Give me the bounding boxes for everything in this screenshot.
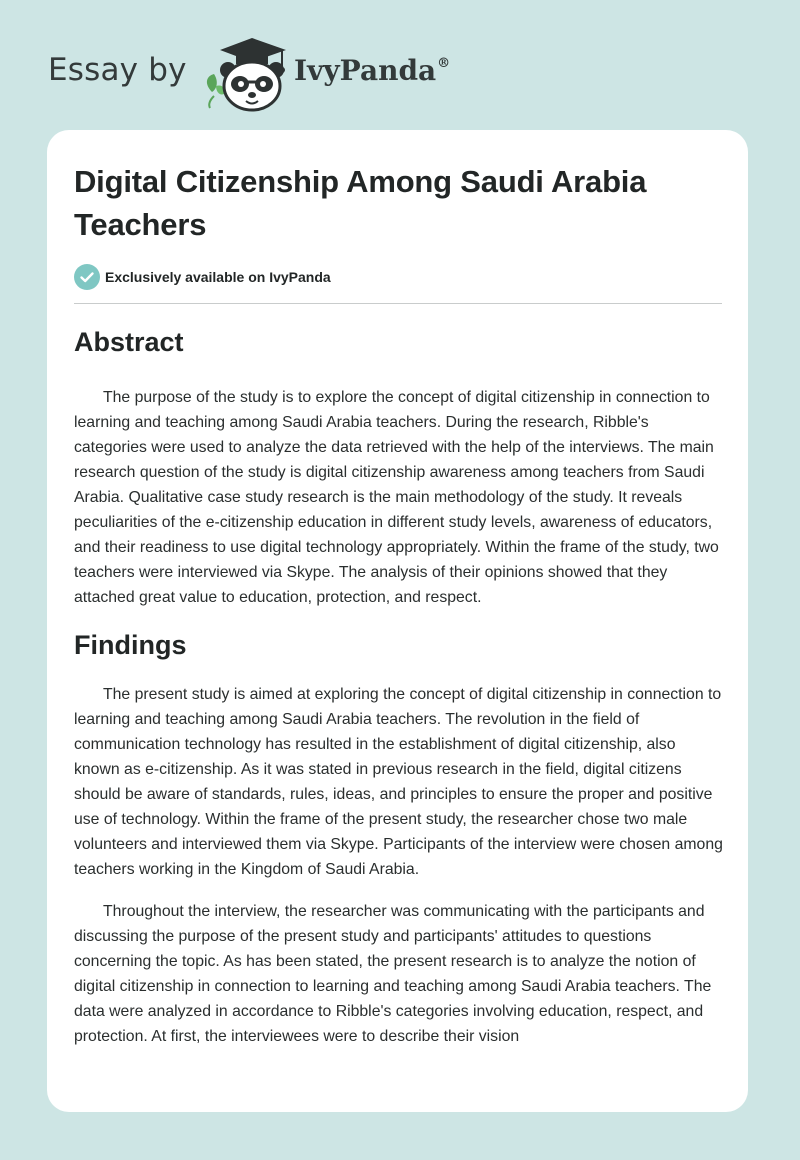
brand-name [294,54,450,87]
brand-prefix: Essay by [48,52,187,88]
check-circle-icon [74,264,100,290]
exclusive-badge [74,264,331,290]
brand-header [46,34,466,114]
exclusive-badge-text: Exclusively available on IvyPanda [105,269,331,285]
essay-content [74,324,724,1049]
paragraph: The purpose of the study is to explore the concept of digital citizenship in connection to learning and teaching among Saudi Arabia teachers. During the research, Ribble's categories were used to analyze the data retrieved with the help of the interviews. The main research question of the study is digital citizenship awareness among teachers from Saudi Arabia. Qualitative case study research is the main methodology of the study. It reveals peculiarities of the e-citizenship education in different study levels, awareness of educators, and their readiness to use digital technology appropriately. Within the frame of the study, two teachers were interviewed via Skype. The analysis of their opinions showed that they attached great value to education, protection, and respect. [74,389,719,606]
panda-logo-icon [202,34,294,114]
brand-name-text: IvyPanda [294,54,437,87]
registered-mark: ® [437,56,451,71]
essay-card [47,130,748,1112]
page-title: Digital Citizenship Among Saudi Arabia Teachers [74,164,647,242]
divider [74,303,722,304]
section-heading-findings: Findings [74,630,187,660]
paragraph: The present study is aimed at exploring the concept of digital citizenship in connection to learning and teaching among Saudi Arabia teachers. The revolution in the field of communication technology has resulted in the establishment of digital citizenship, also known as e-citizenship. As it was stated in previous research in the field, digital citizens should be aware of standards, rules, ideas, and principles to ensure the proper and positive use of technology. Within the frame of the present study, the researcher chose two male volunteers and interviewed them via Skype. Participants of the interview were chosen among teachers working in the Kingdom of Saudi Arabia. [74,686,723,878]
paragraph: Throughout the interview, the researcher was communicating with the participants and discussing the purpose of the present study and participants' attitudes to questions concerning the topic. As has been stated, the present research is to analyze the notion of digital citizenship in connection to learning and teaching among Saudi Arabia teachers. The data were analyzed in accordance to Ribble's categories involving education, respect, and protection. At first, the interviewees were to describe their vision [74,903,712,1045]
section-heading-abstract: Abstract [74,327,184,357]
